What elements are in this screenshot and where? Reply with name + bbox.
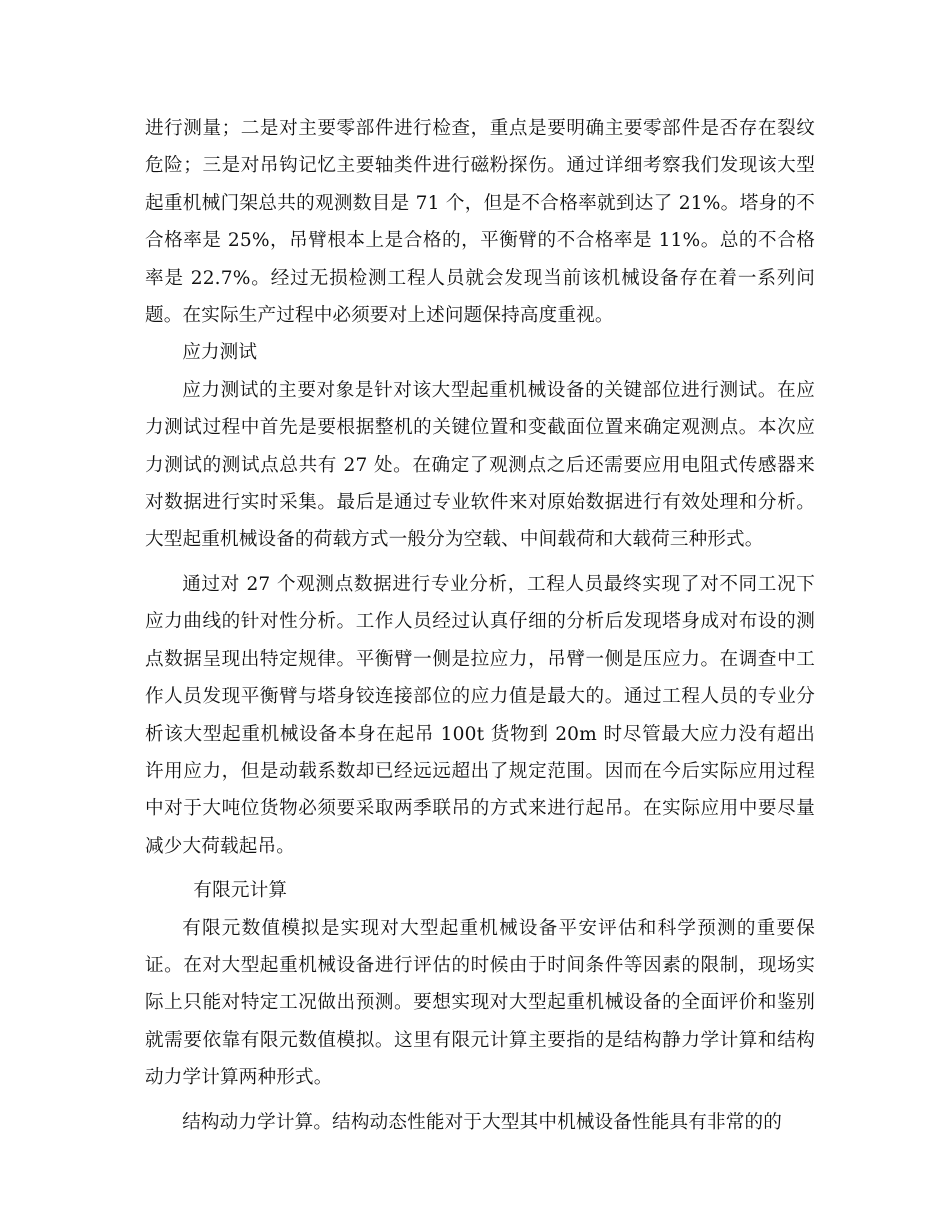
paragraph-finite-element-intro: 有限元数值模拟是实现对大型起重机械设备平安评估和科学预测的重要保证。在对大型起重机械设备进行评估的时候由于时间条件等因素的限制，现场实际上只能对特定工况做出预测。要想实现对大型起重机械设备的全面评价和鉴别就需要依靠有限元数值模拟。这里有限元计算主要指的是结构静力学计算和结构动力学计算两种形式。 bbox=[145, 917, 815, 1089]
paragraph-stress-test-intro: 应力测试的主要对象是针对该大型起重机械设备的关键部位进行测试。在应力测试过程中首先是要根据整机的关键位置和变截面位置来确定观测点。本次应力测试的测试点总共有 27 处。在确定了观测点之后还需要应用电阻式传感器来对数据进行实时采集。最后是通过专业软件来对原始数据进行有效处理和分析。大型起重机械设备的荷载方式一般分为空载、中间载荷和大载荷三种形式。 bbox=[145, 379, 815, 551]
heading-stress-test: 应力测试 bbox=[182, 342, 258, 364]
heading-finite-element: 有限元计算 bbox=[193, 880, 288, 902]
document-page bbox=[145, 110, 815, 1141]
paragraph-stress-analysis: 通过对 27 个观测点数据进行专业分析，工程人员最终实现了对不同工况下应力曲线的针对性分析。工作人员经过认真仔细的分析后发现塔身成对布设的测点数据呈现出特定规律。平衡臂一侧是拉应力，吊臂一侧是压应力。在调查中工作人员发现平衡臂与塔身铰连接部位的应力值是最大的。通过工程人员的专业分析该大型起重机械设备本身在起吊 100t 货物到 20m 时尽管最大应力没有超出许用应力，但是动载系数却已经远远超出了规定范围。因而在今后实际应用过程中对于大吨位货物必须要采取两季联吊的方式来进行起吊。在实际应用中要尽量减少大荷载起吊。 bbox=[145, 573, 815, 857]
paragraph-structural-dynamics: 结构动力学计算。结构动态性能对于大型其中机械设备性能具有非常的的 bbox=[182, 1111, 782, 1133]
paragraph-inspection-results: 进行测量；二是对主要零部件进行检查，重点是要明确主要零部件是否存在裂纹危险；三是对吊钩记忆主要轴类件进行磁粉探伤。通过详细考察我们发现该大型起重机械门架总共的观测数目是 71 个，但是不合格率就到达了 21%。塔身的不合格率是 25%，吊臂根本上是合格的，平衡臂的不合格率是 11%。总的不合格率是 22.7%。经过无损检测工程人员就会发现当前该机械设备存在着一系列问题。在实际生产过程中必须要对上述问题保持高度重视。 bbox=[145, 118, 815, 327]
